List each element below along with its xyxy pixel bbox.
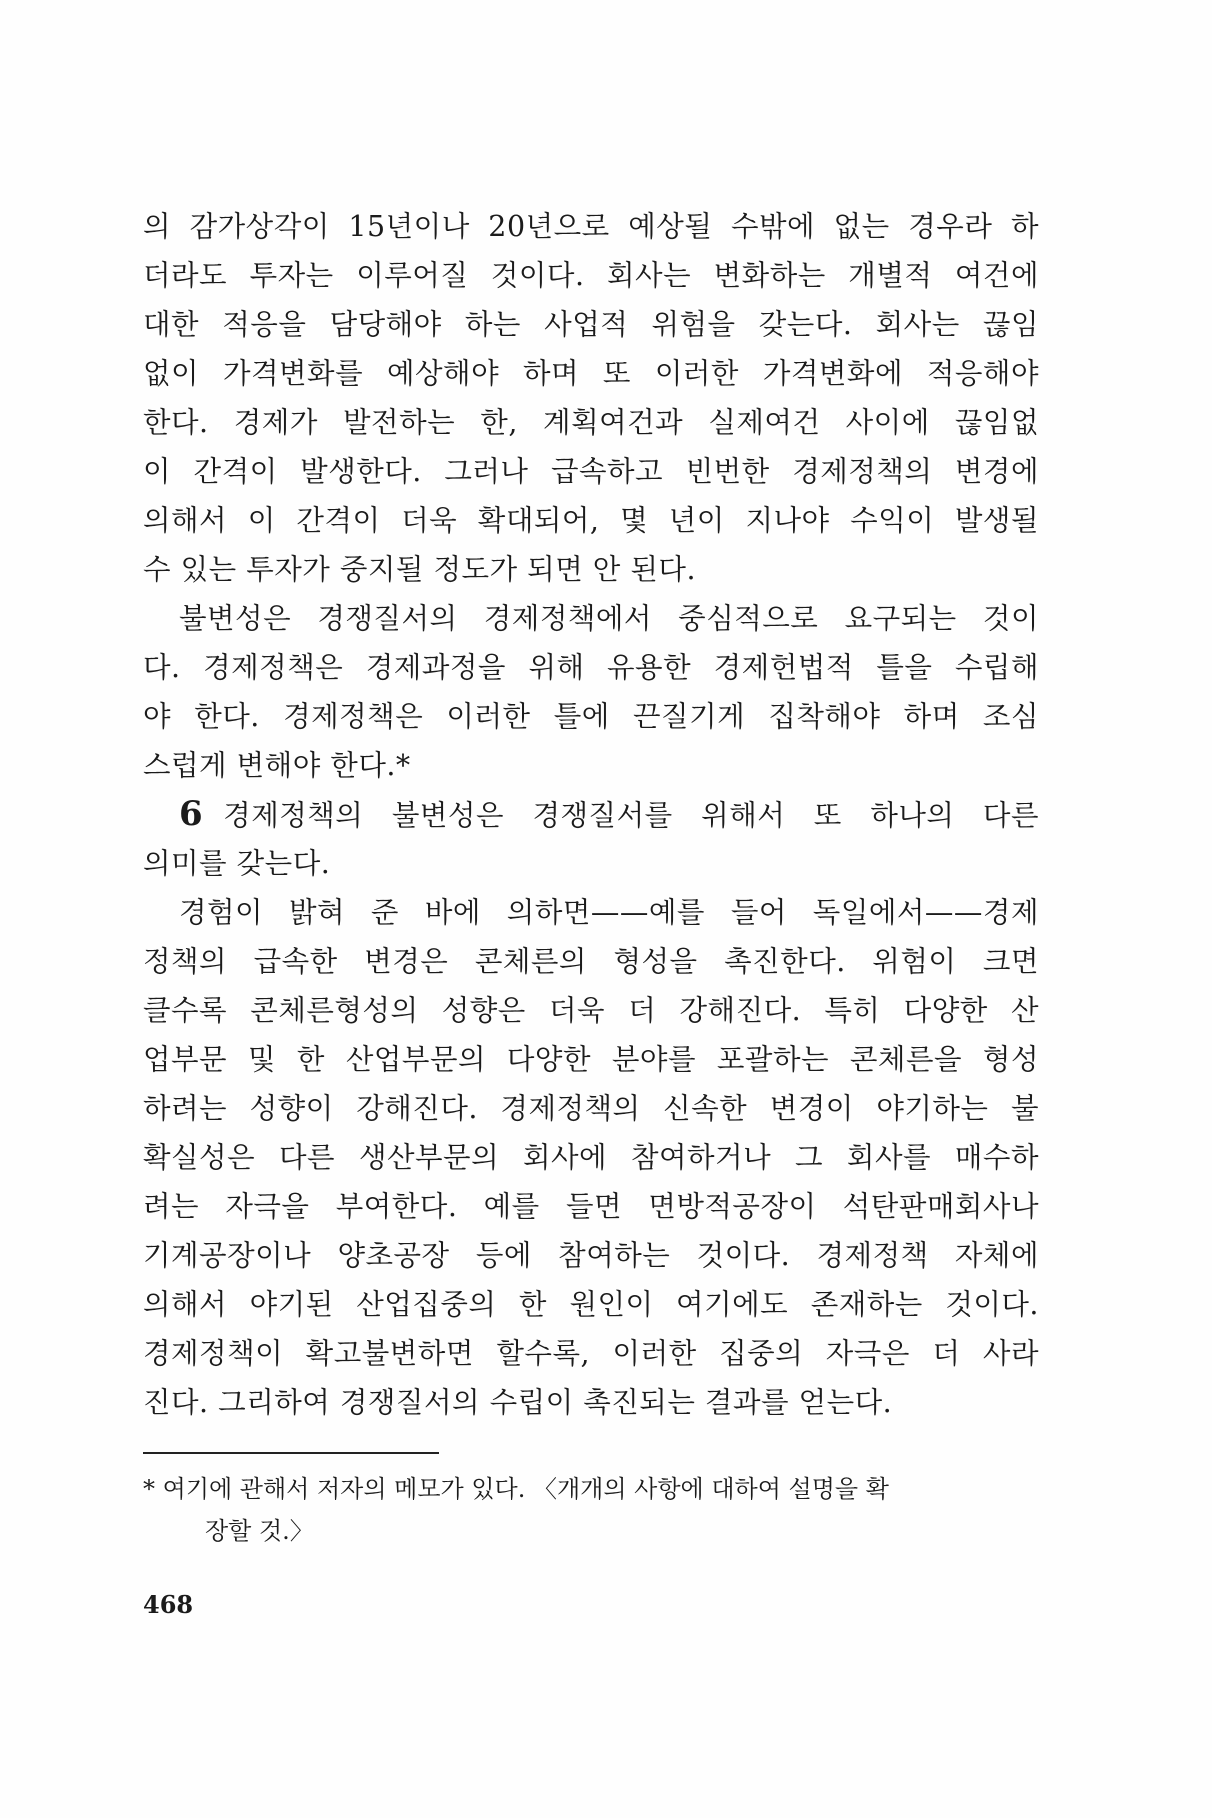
text-line: 클수록 콘체른형성의 성향은 더욱 더 강해진다. 특히 다양한 산 xyxy=(143,994,1039,1027)
section-number: 6 xyxy=(179,794,204,834)
footnote-divider xyxy=(143,1452,439,1454)
body-text xyxy=(143,202,1039,1427)
text-line: 확실성은 다른 생산부문의 회사에 참여하거나 그 회사를 매수하 xyxy=(143,1141,1039,1174)
text-line: 하려는 성향이 강해진다. 경제정책의 신속한 변경이 야기하는 불 xyxy=(143,1092,1039,1125)
page-number: 468 xyxy=(143,1590,194,1619)
footnote xyxy=(143,1468,1039,1552)
text-line: 경제정책이 확고불변하면 할수록, 이러한 집중의 자극은 더 사라 xyxy=(143,1337,1039,1370)
text-line: 이 간격이 발생한다. 그러나 급속하고 빈번한 경제정책의 변경에 xyxy=(143,455,1039,488)
text-line: 수 있는 투자가 중지될 정도가 되면 안 된다. xyxy=(143,553,697,586)
text-line: 의미를 갖는다. xyxy=(143,847,331,880)
text-line: 진다. 그리하여 경쟁질서의 수립이 촉진되는 결과를 얻는다. xyxy=(143,1386,893,1419)
text-line: 업부문 및 한 산업부문의 다양한 분야를 포괄하는 콘체른을 형성 xyxy=(143,1043,1039,1076)
text-line: 경험이 밝혀 준 바에 의하면——예를 들어 독일에서——경제 xyxy=(179,896,1039,929)
text-line: 의해서 이 간격이 더욱 확대되어, 몇 년이 지나야 수익이 발생될 xyxy=(143,504,1039,537)
footnote-line: * 여기에 관해서 저자의 메모가 있다. 〈개개의 사항에 대하여 설명을 확 xyxy=(143,1475,889,1503)
text-line: 불변성은 경쟁질서의 경제정책에서 중심적으로 요구되는 것이 xyxy=(179,602,1039,635)
text-line: 더라도 투자는 이루어질 것이다. 회사는 변화하는 개별적 여건에 xyxy=(143,259,1039,292)
text-line: 없이 가격변화를 예상해야 하며 또 이러한 가격변화에 적응해야 xyxy=(143,357,1039,390)
text-line: 다. 경제정책은 경제과정을 위해 유용한 경제헌법적 틀을 수립해 xyxy=(143,651,1039,684)
text-line: 야 한다. 경제정책은 이러한 틀에 끈질기게 집착해야 하며 조심 xyxy=(143,700,1039,733)
text-line: 의 감가상각이 15년이나 20년으로 예상될 수밖에 없는 경우라 하 xyxy=(143,210,1039,243)
text-line: 스럽게 변해야 한다.* xyxy=(143,749,411,782)
text-line: 기계공장이나 양초공장 등에 참여하는 것이다. 경제정책 자체에 xyxy=(143,1239,1039,1272)
section-heading-text: 경제정책의 불변성은 경쟁질서를 위해서 또 하나의 다른 xyxy=(223,799,1039,832)
footnote-line: 장할 것.〉 xyxy=(205,1517,314,1545)
text-line: 려는 자극을 부여한다. 예를 들면 면방적공장이 석탄판매회사나 xyxy=(143,1190,1039,1223)
text-line: 한다. 경제가 발전하는 한, 계획여건과 실제여건 사이에 끊임없 xyxy=(143,406,1039,439)
text-line: 정책의 급속한 변경은 콘체른의 형성을 촉진한다. 위험이 크면 xyxy=(143,945,1039,978)
text-line: 대한 적응을 담당해야 하는 사업적 위험을 갖는다. 회사는 끊임 xyxy=(143,308,1039,341)
text-line: 의해서 야기된 산업집중의 한 원인이 여기에도 존재하는 것이다. xyxy=(143,1288,1039,1321)
section-heading xyxy=(143,790,1039,839)
